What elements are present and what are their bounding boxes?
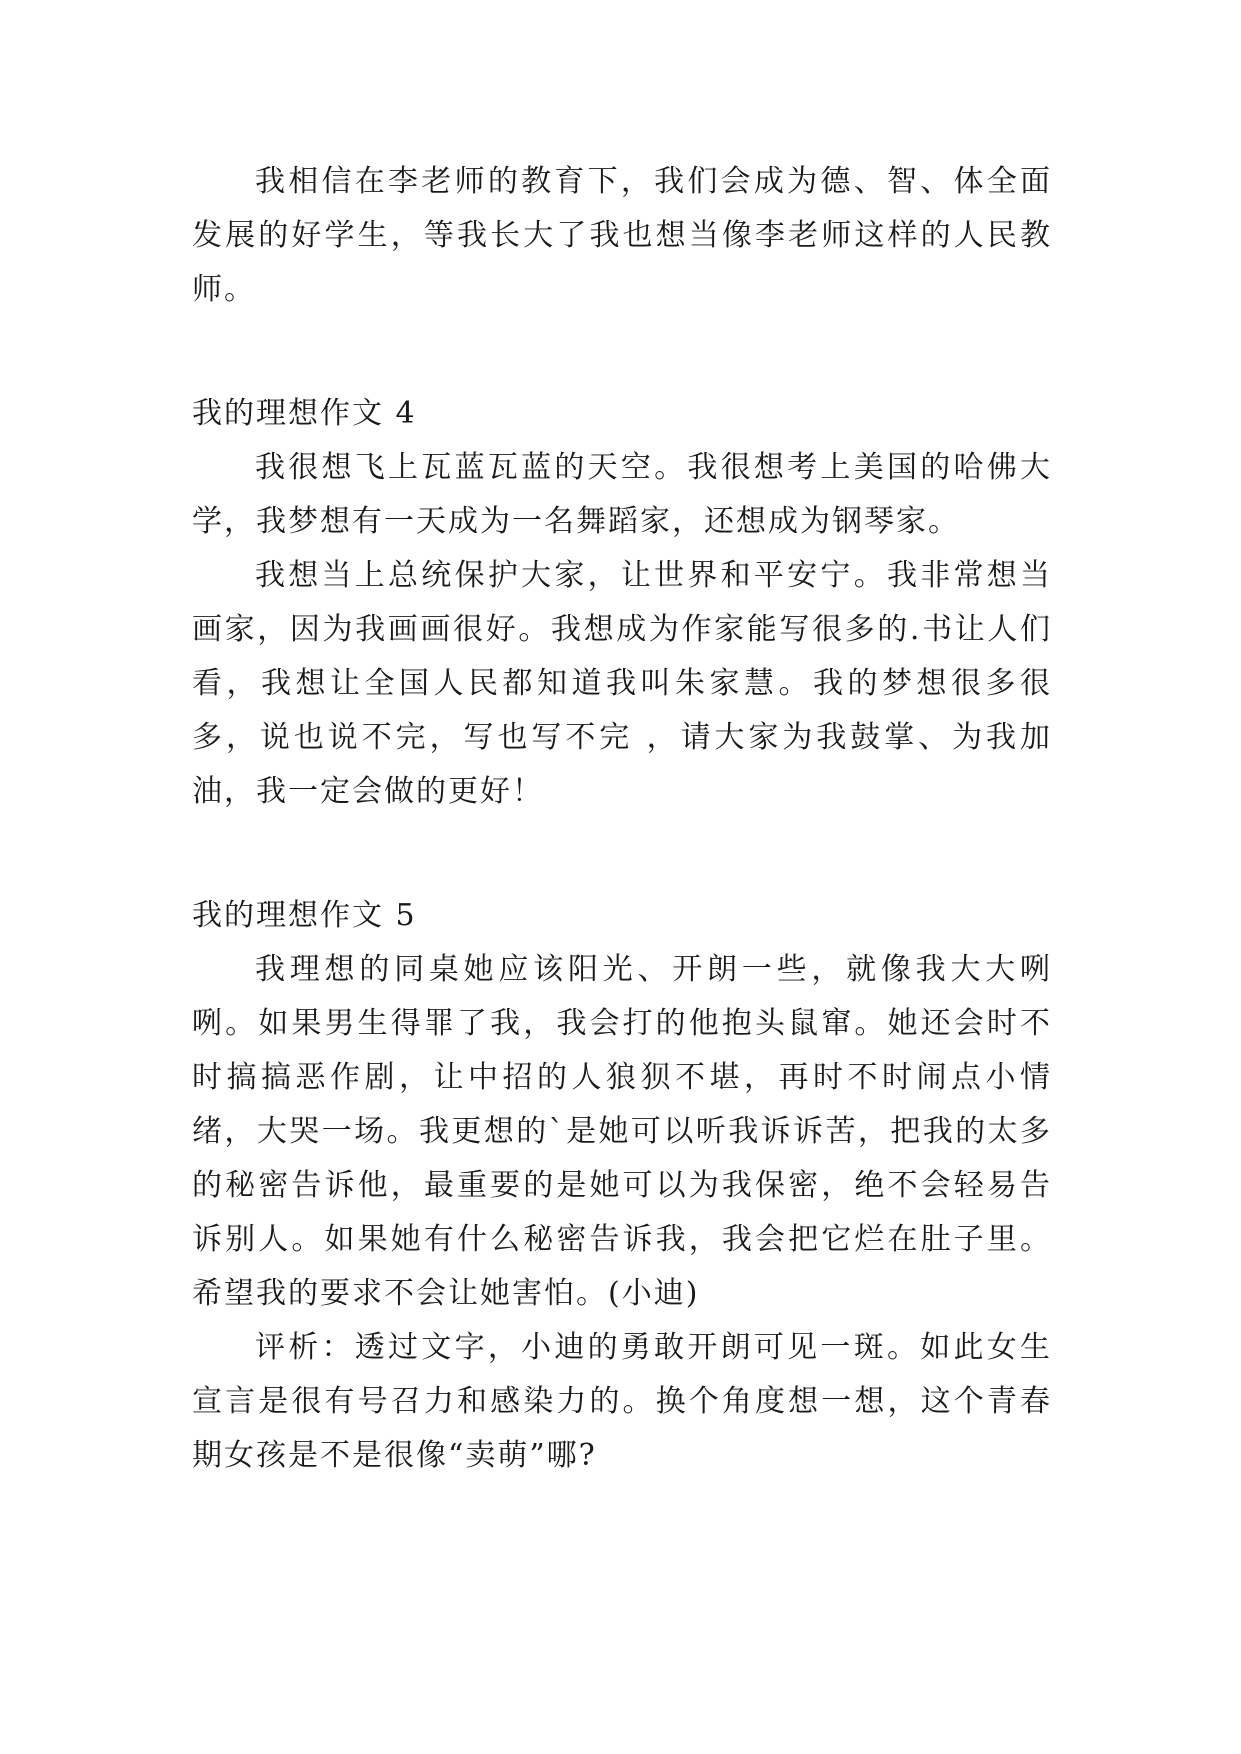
section-heading: 我的理想作文 5 — [192, 898, 417, 933]
section-intro — [192, 155, 1052, 317]
document-page — [192, 155, 1052, 1483]
section-essay-4 — [192, 387, 1052, 819]
paragraph: 我相信在李老师的教育下，我们会成为德、智、体全面发展的好学生，等我长大了我也想当像李老师这样的人民教师。 — [192, 164, 1052, 307]
section-heading: 我的理想作文 4 — [192, 396, 417, 431]
paragraph: 评析：透过文字，小迪的勇敢开朗可见一斑。如此女生宣言是很有号召力和感染力的。换个角度想一想，这个青春期女孩是不是很像“卖萌”哪? — [192, 1330, 1052, 1473]
section-gap — [192, 317, 1052, 387]
paragraph: 我理想的同桌她应该阳光、开朗一些，就像我大大咧咧。如果男生得罪了我，我会打的他抱头鼠窜。她还会时不时搞搞恶作剧，让中招的人狼狈不堪，再时不时闹点小情绪，大哭一场。我更想的`是她可以听我诉诉苦，把我的太多的秘密告诉他，最重要的是她可以为我保密，绝不会轻易告诉别人。如果她有什么秘密告诉我，我会把它烂在肚子里。希望我的要求不会让她害怕。(小迪) — [192, 952, 1052, 1311]
paragraph: 我想当上总统保护大家，让世界和平安宁。我非常想当画家，因为我画画很好。我想成为作家能写很多的.书让人们看，我想让全国人民都知道我叫朱家慧。我的梦想很多很多，说也说不完，写也写不完 ，请大家为我鼓掌、为我加油，我一定会做的更好！ — [192, 558, 1052, 809]
paragraph: 我很想飞上瓦蓝瓦蓝的天空。我很想考上美国的哈佛大学，我梦想有一天成为一名舞蹈家，还想成为钢琴家。 — [192, 450, 1052, 539]
section-gap — [192, 819, 1052, 889]
section-essay-5 — [192, 889, 1052, 1483]
